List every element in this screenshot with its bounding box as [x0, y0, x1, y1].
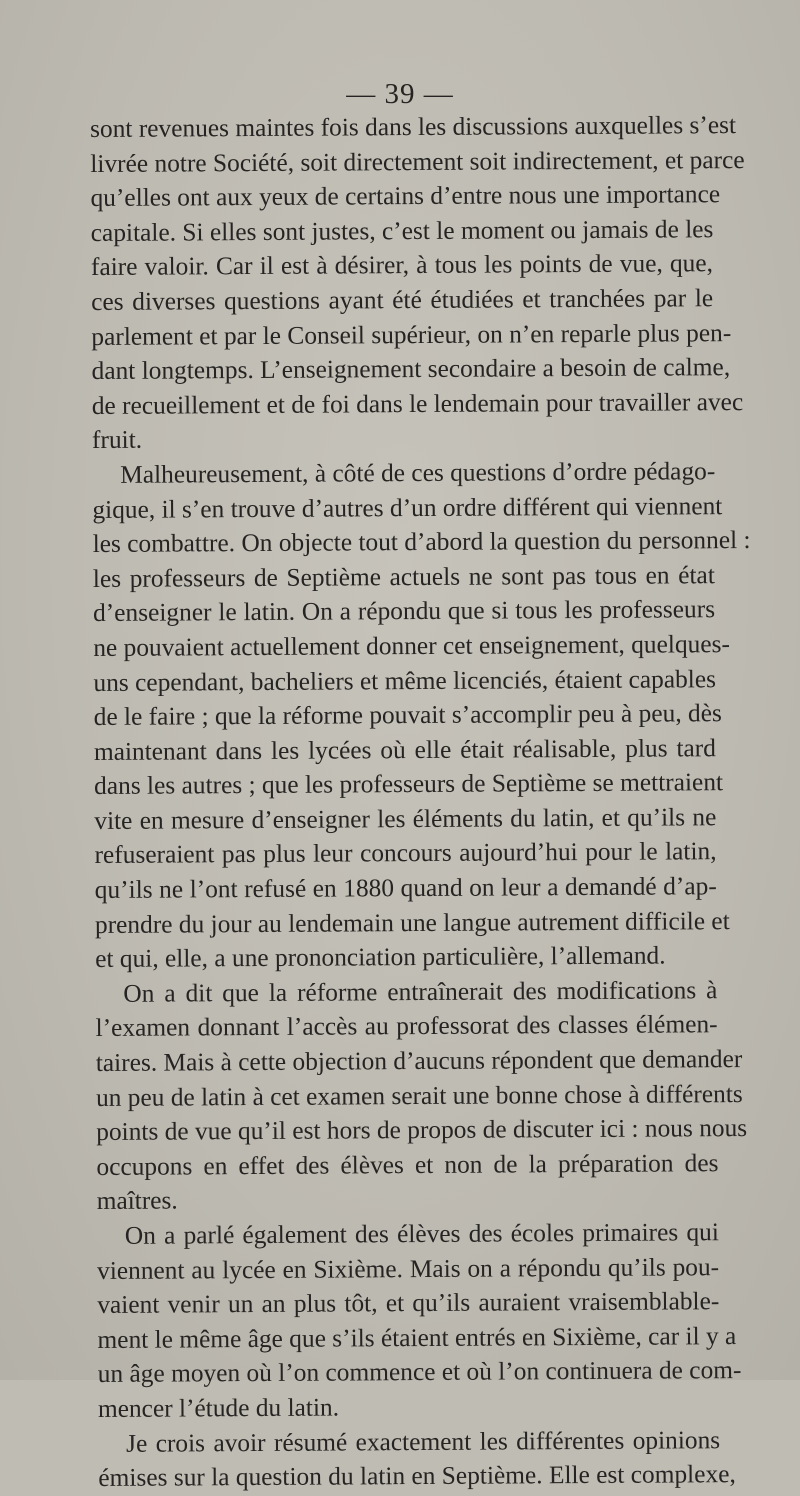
text-line: livrée notre Société, soit directement soit indirectement, et parce — [90, 145, 745, 178]
text-line: maintenant dans les lycées où elle était réalisable, plus tard — [93, 733, 716, 766]
text-line: capitale. Si elles sont justes, c’est le moment ou jamais de les — [90, 214, 714, 247]
text-line: occupons en effet des élèves et non de la préparation des — [96, 1148, 719, 1181]
page-number: — 39 — — [346, 78, 454, 110]
text-line: l’examen donnant l’accès au professorat des classes élémen- — [95, 1010, 718, 1043]
text-line: dant longtemps. L’enseignement secondaire a besoin de calme, — [91, 353, 731, 386]
paragraph — [98, 1423, 736, 1496]
text-line: vaient venir un an plus tôt, et qu’ils auraient vraisemblable- — [97, 1287, 720, 1320]
paragraph — [95, 973, 748, 1219]
body-text — [90, 108, 751, 1496]
paragraph — [96, 1215, 742, 1426]
text-line: faire valoir. Car il est à désirer, à tous les points de vue, que, — [90, 249, 714, 282]
text-line: ne pouvaient actuellement donner cet enseignement, quelques- — [93, 630, 730, 662]
text-line: qu’ils ne l’ont refusé en 1880 quand on leur a demandé d’ap- — [94, 872, 717, 905]
paragraph — [92, 454, 751, 977]
paragraph — [90, 108, 745, 458]
text-line: dans les autres ; que les professeurs de Septième se mettraient — [94, 768, 724, 801]
text-line: sont revenues maintes fois dans les discussions auxquelles s’est — [90, 111, 737, 143]
text-line: gique, il s’en trouve d’autres d’un ordre différent qui viennent — [92, 491, 723, 524]
text-line: parlement et par le Conseil supérieur, on n’en reparle plus pen- — [91, 318, 732, 351]
text-line: uns cependant, bacheliers et même licenciés, étaient capables — [93, 664, 717, 697]
text-line: prendre du jour au lendemain une langue autrement difficile et — [94, 906, 730, 939]
text-line: viennent au lycée en Sixième. Mais on a répondu qu’ils pou- — [96, 1252, 720, 1285]
text-line: fruit. — [91, 426, 143, 455]
text-line: émises sur la question du latin en Septième. Elle est complexe, — [98, 1460, 736, 1493]
text-line: vite en mesure d’enseigner les éléments du latin, et qu’ils ne — [94, 803, 717, 835]
text-line: ces diverses questions ayant été étudiées et tranchées par le — [91, 284, 714, 316]
text-line: un âge moyen où l’on commence et où l’on continuera de com- — [97, 1356, 742, 1389]
text-line: ment le même âge que s’ils étaient entrés en Sixième, car il y a — [97, 1321, 737, 1354]
text-line: qu’elles ont aux yeux de certains d’entre nous une importance — [90, 180, 721, 213]
text-line: les combattre. On objecte tout d’abord la question du personnel : — [92, 526, 751, 559]
text-line: de le faire ; que la réforme pouvait s’accomplir peu à peu, dès — [93, 699, 722, 732]
text-line: refuseraient pas plus leur concours aujourd’hui pour le latin, — [94, 837, 717, 870]
text-line: Je crois avoir résumé exactement les différentes opinions — [126, 1425, 721, 1458]
text-line: mencer l’étude du latin. — [97, 1393, 340, 1423]
text-line: les professeurs de Septième actuels ne sont pas tous en état — [92, 560, 715, 593]
text-line: taires. Mais à cette objection d’aucuns répondent que demander — [95, 1045, 743, 1078]
text-line: On a parlé également des élèves des écoles primaires qui — [124, 1218, 719, 1250]
text-line: Malheureusement, à côté de ces questions d’ordre pédago- — [120, 457, 716, 489]
text-line: points de vue qu’il est hors de propos de discuter ici : nous nous — [96, 1114, 748, 1147]
text-line: et qui, elle, a une prononciation particulière, l’allemand. — [95, 941, 666, 974]
text-line: maîtres. — [96, 1186, 178, 1216]
text-line: un peu de latin à cet examen serait une bonne chose à différents — [95, 1079, 743, 1112]
text-line: On a dit que la réforme entraînerait des modifications à — [123, 976, 718, 1008]
text-line: de recueillement et de foi dans le lendemain pour travailler avec — [91, 387, 744, 420]
text-line: d’enseigner le latin. On a répondu que si tous les professeurs — [92, 595, 716, 628]
